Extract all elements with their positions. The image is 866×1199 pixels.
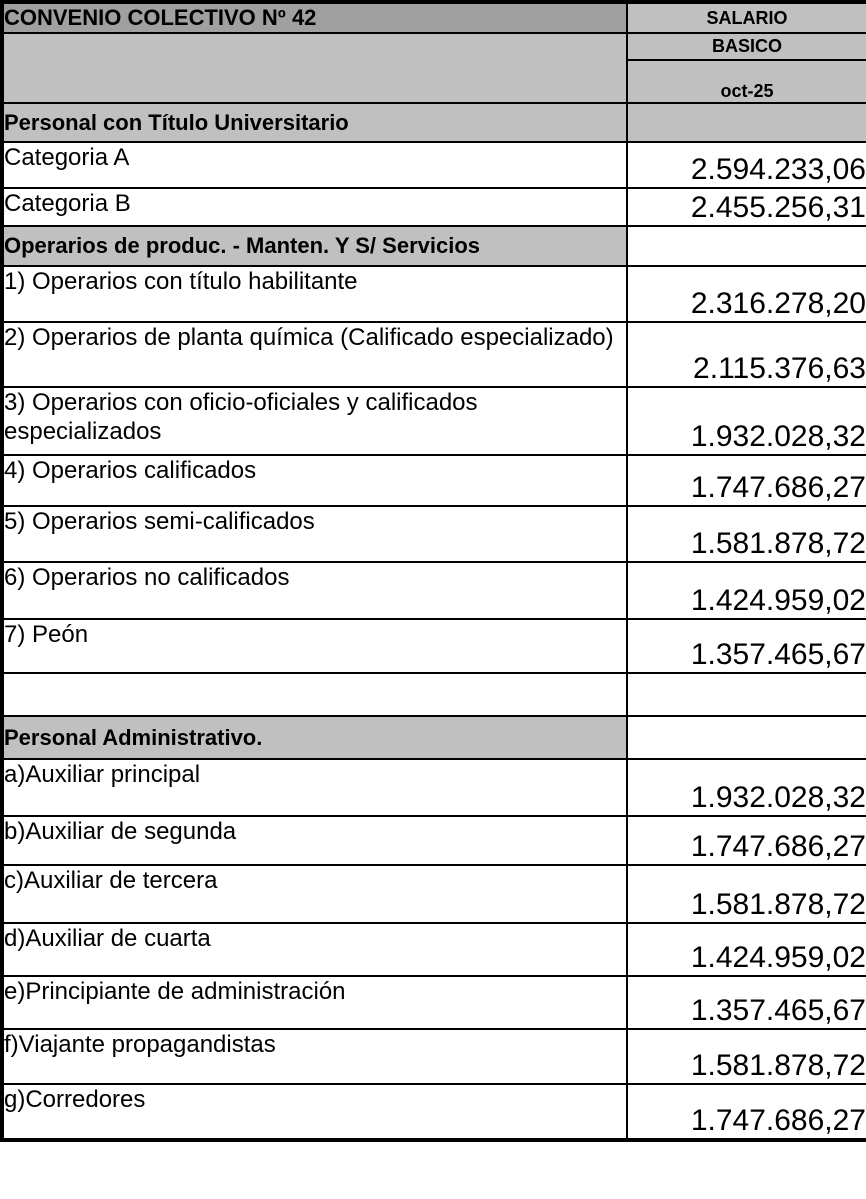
row-value: 1.581.878,72 [627,865,866,923]
section-value-cell [627,226,866,266]
row-value: 1.581.878,72 [627,506,866,562]
table-row [2,266,866,322]
row-value: 2.115.376,63 [627,322,866,387]
section-label: Personal con Título Universitario [2,103,627,142]
row-value: 1.357.465,67 [627,976,866,1029]
salario-header-cell: SALARIO [627,2,866,33]
row-label: Categoria B [2,188,627,226]
row-value: 1.932.028,32 [627,387,866,455]
table-row [2,188,866,226]
row-label: 5) Operarios semi-calificados [2,506,627,562]
empty-row [2,673,866,716]
table-row [2,1029,866,1084]
row-label: 7) Peón [2,619,627,673]
section-value-cell [627,716,866,759]
table-row [2,923,866,976]
row-value: 1.747.686,27 [627,455,866,506]
period-cell: oct-25 [627,60,866,103]
table-row [2,816,866,865]
table-row [2,759,866,816]
row-label: g)Corredores [2,1084,627,1140]
row-value: 2.455.256,31 [627,188,866,226]
row-label: d)Auxiliar de cuarta [2,923,627,976]
section-label: Operarios de produc. - Manten. Y S/ Servicios [2,226,627,266]
table-row [2,322,866,387]
row-label: f)Viajante propagandistas [2,1029,627,1084]
row-label: 4) Operarios calificados [2,455,627,506]
row-label: a)Auxiliar principal [2,759,627,816]
row-label: 3) Operarios con oficio-oficiales y calificados especializados [2,387,627,455]
table-row [2,506,866,562]
row-label: b)Auxiliar de segunda [2,816,627,865]
row-label [2,673,627,716]
table-row [2,1084,866,1140]
header-spacer-cell [2,33,627,103]
row-value: 1.424.959,02 [627,562,866,619]
title-row [2,2,866,33]
section-row [2,226,866,266]
row-value: 1.357.465,67 [627,619,866,673]
row-value: 2.316.278,20 [627,266,866,322]
section-row [2,103,866,142]
row-label: Categoria A [2,142,627,188]
basico-row [2,33,866,60]
row-label: c)Auxiliar de tercera [2,865,627,923]
row-label: 1) Operarios con título habilitante [2,266,627,322]
row-value: 2.594.233,06 [627,142,866,188]
row-value: 1.747.686,27 [627,1084,866,1140]
row-value [627,673,866,716]
table-row [2,455,866,506]
section-label: Personal Administrativo. [2,716,627,759]
table-row [2,562,866,619]
table-row [2,619,866,673]
row-label: e)Principiante de administración [2,976,627,1029]
row-value: 1.424.959,02 [627,923,866,976]
table-row [2,865,866,923]
row-value: 1.581.878,72 [627,1029,866,1084]
row-label: 2) Operarios de planta química (Calificado especializado) [2,322,627,387]
section-row [2,716,866,759]
basico-header-cell: BASICO [627,33,866,60]
table-row [2,976,866,1029]
row-value: 1.932.028,32 [627,759,866,816]
row-label: 6) Operarios no calificados [2,562,627,619]
table-row [2,387,866,455]
section-value-cell [627,103,866,142]
table-title: CONVENIO COLECTIVO Nº 42 [2,2,627,33]
row-value: 1.747.686,27 [627,816,866,865]
table-row [2,142,866,188]
